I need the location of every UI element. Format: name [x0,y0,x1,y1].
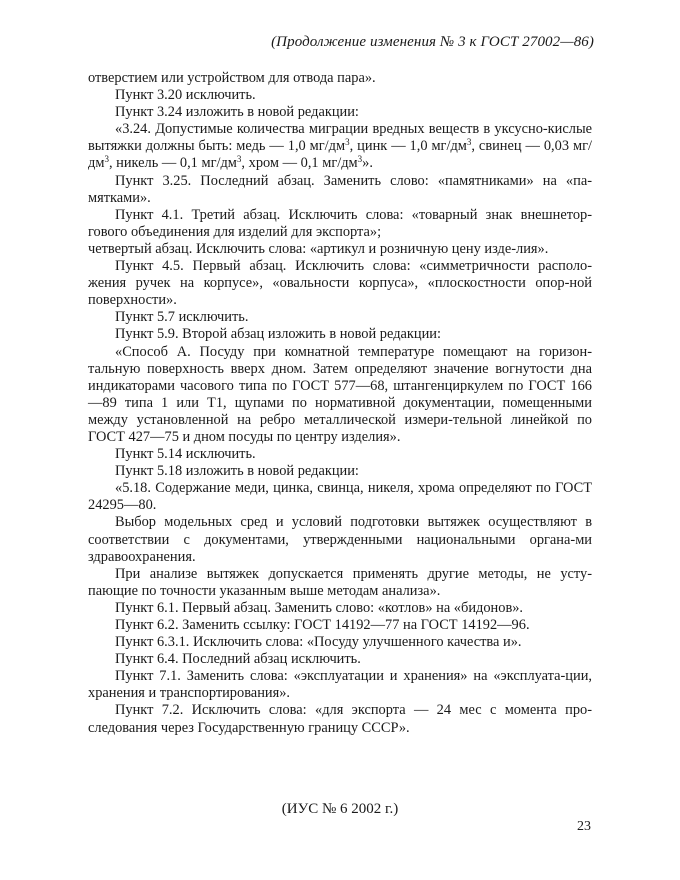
superscript: 3 [357,154,363,165]
paragraph-continuation: отверстием или устройством для отвода пара». [88,70,376,86]
paragraph-new-3-24 [88,121,592,172]
paragraph-item-4-5: Пункт 4.5. Первый абзац. Исключить слова: «симметричности располо-жения ручек на корпусе», «овальности корпуса», «плоскостности опор-ной поверхности». [88,258,592,309]
paragraph-item-3-25: Пункт 3.25. Последний абзац. Заменить слово: «памятниками» на «па-мятками». [88,172,592,206]
text-fragment: , никель — 0,1 мг/дм [108,155,237,172]
paragraph-item-6-2: Пункт 6.2. Заменить ссылку: ГОСТ 14192—77 на ГОСТ 14192—96. [115,617,530,633]
page-number: 23 [577,819,591,834]
text-fragment: , цинк — 1,0 мг/дм [349,138,467,155]
paragraph-model-media: Выбор модельных сред и условий подготовки вытяжек осуществляют в соответствии с документами, утвержденными национальными органа-ми здравоохранения. [88,514,592,565]
paragraph-item-3-20: Пункт 3.20 исключить. [115,87,256,104]
superscript: 3 [236,154,242,165]
document-body [88,70,592,737]
paragraph-item-6-1: Пункт 6.1. Первый абзац. Заменить слово: «котлов» на «бидонов». [115,599,524,616]
superscript: 3 [104,154,109,165]
paragraph-item-5-14: Пункт 5.14 исключить. [115,446,256,463]
paragraph-method-a: «Способ А. Посуду при комнатной температуре помещают на горизон-тальную поверхность вверх дном. Затем определяют значение вогнутости дна индикаторами часового типа по ГОСТ 577—68, штангенциркулем по ГОСТ 166—89 типа 1 или Т1, щупами по нормативной документации, помещенными между установленной на ребро металлической измери-тельной линейкой по ГОСТ 427—75 и дном посуды по центру изделия». [88,343,592,445]
paragraph-item-4-1: Пункт 4.1. Третий абзац. Исключить слова: «товарный знак внешнетор-гового объединения для изделий для экспорта»; [88,206,592,240]
issue-reference: (ИУС № 6 2002 г.) [281,801,399,817]
paragraph-other-methods: При анализе вытяжек допускается применять другие методы, не усту-пающие по точности указанным выше методам анализа». [88,565,592,599]
paragraph-item-6-3-1: Пункт 6.3.1. Исключить слова: «Посуду улучшенного качества и». [115,634,522,651]
paragraph-item-6-4: Пункт 6.4. Последний абзац исключить. [115,651,361,668]
paragraph-item-5-7: Пункт 5.7 исключить. [115,309,249,326]
paragraph-item-5-9: Пункт 5.9. Второй абзац изложить в новой редакции: [115,326,441,343]
superscript: 3 [466,137,472,148]
text-fragment: ». [362,155,373,172]
paragraph-item-7-1: Пункт 7.1. Заменить слова: «эксплуатации и хранения» на «эксплуата-ции, хранения и транспортирования». [88,668,592,702]
paragraph-item-4-1-fourth: четвертый абзац. Исключить слова: «артикул и розничную цену изде-лия». [88,240,549,257]
superscript: 3 [345,137,350,148]
running-head: (Продолжение изменения № 3 к ГОСТ 27002—86) [271,34,594,50]
text-fragment: , хром — 0,1 мг/дм [241,155,358,172]
text-fragment: , свинец — 0,03 мг/дм [88,138,592,172]
paragraph-item-5-18: Пункт 5.18 изложить в новой редакции: [115,463,359,480]
paragraph-new-5-18: «5.18. Содержание меди, цинка, свинца, никеля, хрома определяют по ГОСТ 24295—80. [88,480,592,514]
text-fragment: «3.24. Допустимые количества миграции вредных веществ в уксусно-кислые вытяжки должны быть: медь — 1,0 мг/дм [88,121,592,155]
paragraph-item-7-2: Пункт 7.2. Исключить слова: «для экспорта — 24 мес с момента про-следования через Государственную границу СССР». [88,702,592,736]
paragraph-item-3-24: Пункт 3.24 изложить в новой редакции: [115,104,359,121]
